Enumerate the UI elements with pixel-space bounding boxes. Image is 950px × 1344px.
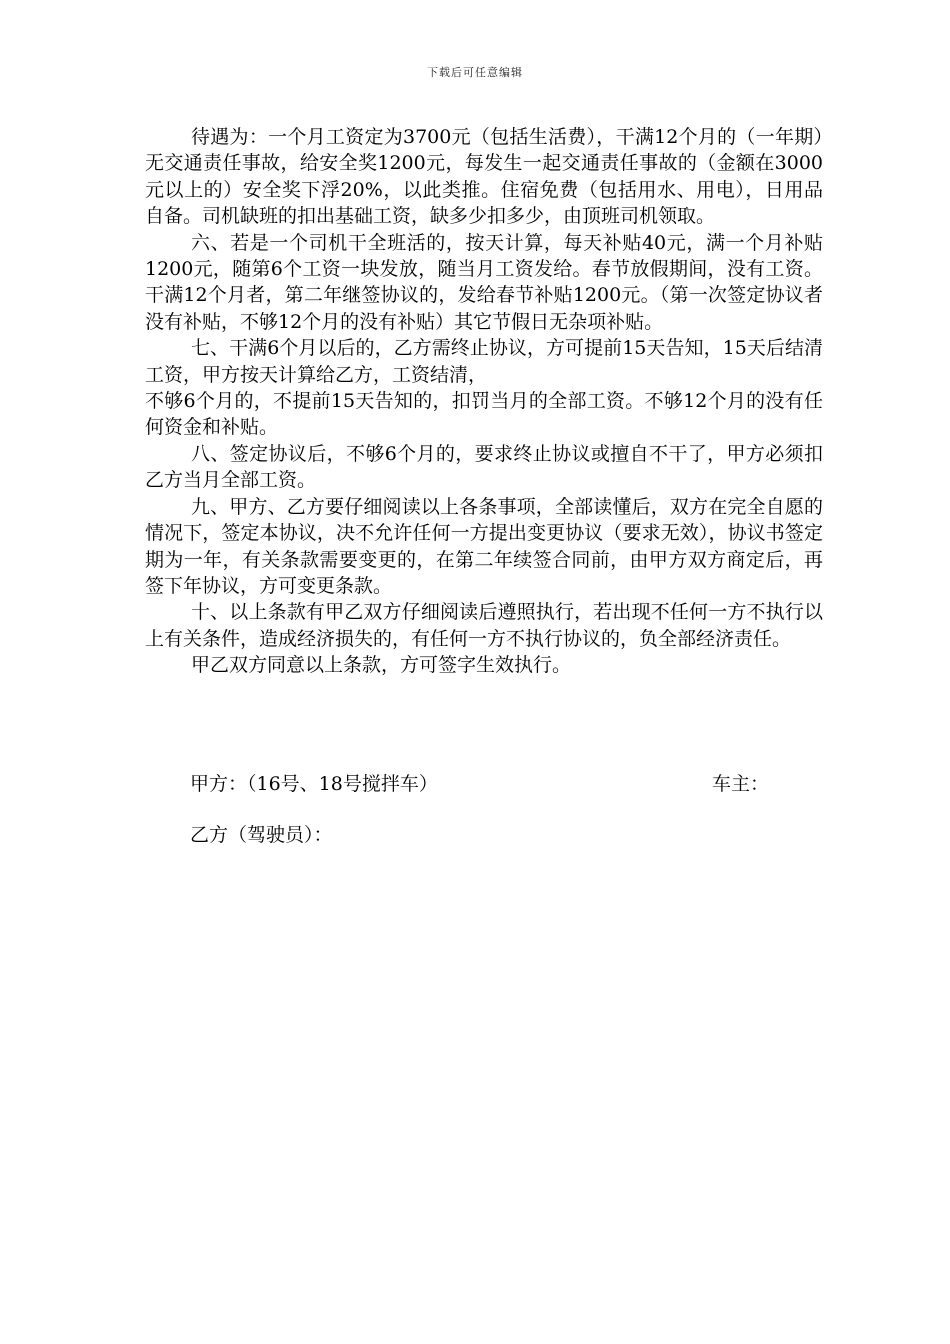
page-header-note: 下载后可任意编辑 [427, 66, 523, 79]
paragraph-six: 六、若是一个司机干全班活的，按天计算，每天补贴40元，满一个月补贴1200元，随第6个工资一块发放，随当月工资发给。春节放假期间，没有工资。干满12个月者，第二年继签协议的，发给春节补贴1200元。（第一次签定协议者没有补贴，不够12个月的没有补贴）其它节假日无杂项补贴。 [145, 231, 823, 333]
agreement-body [145, 124, 823, 679]
party-a-signature-label: 甲方：（16号、18号搅拌车） [190, 773, 438, 795]
paragraph-seven-continued: 不够6个月的，不提前15天告知的，扣罚当月的全部工资。不够12个月的没有任何资金和补贴。 [145, 390, 823, 439]
paragraph-seven: 七、干满6个月以后的，乙方需终止协议，方可提前15天告知，15天后结清工资，甲方按天计算给乙方，工资结清， [145, 337, 823, 386]
paragraph-treatment: 待遇为：一个月工资定为3700元（包括生活费），干满12个月的（一年期）无交通责任事故，给安全奖1200元，每发生一起交通责任事故的（金额在3000元以上的）安全奖下浮20%，以此类推。住宿免费（包括用水、用电），日用品自备。司机缺班的扣出基础工资，缺多少扣多少，由顶班司机领取。 [145, 126, 823, 228]
vehicle-owner-signature-label: 车主： [712, 773, 770, 795]
party-b-signature-label: 乙方（驾驶员）： [190, 824, 333, 846]
paragraph-nine: 九、甲方、乙方要仔细阅读以上各条事项，全部读懂后，双方在完全自愿的情况下，签定本协议，决不允许任何一方提出变更协议（要求无效），协议书签定期为一年，有关条款需要变更的，在第二年续签合同前，由甲方双方商定后，再签下年协议，方可变更条款。 [145, 495, 823, 597]
paragraph-agreement: 甲乙双方同意以上条款，方可签字生效执行。 [191, 654, 572, 677]
paragraph-ten: 十、以上条款有甲乙双方仔细阅读后遵照执行，若出现不任何一方不执行以上有关条件，造成经济损失的，有任何一方不执行协议的，负全部经济责任。 [145, 601, 823, 650]
paragraph-eight: 八、签定协议后，不够6个月的，要求终止协议或擅自不干了，甲方必须扣乙方当月全部工资。 [145, 442, 823, 492]
